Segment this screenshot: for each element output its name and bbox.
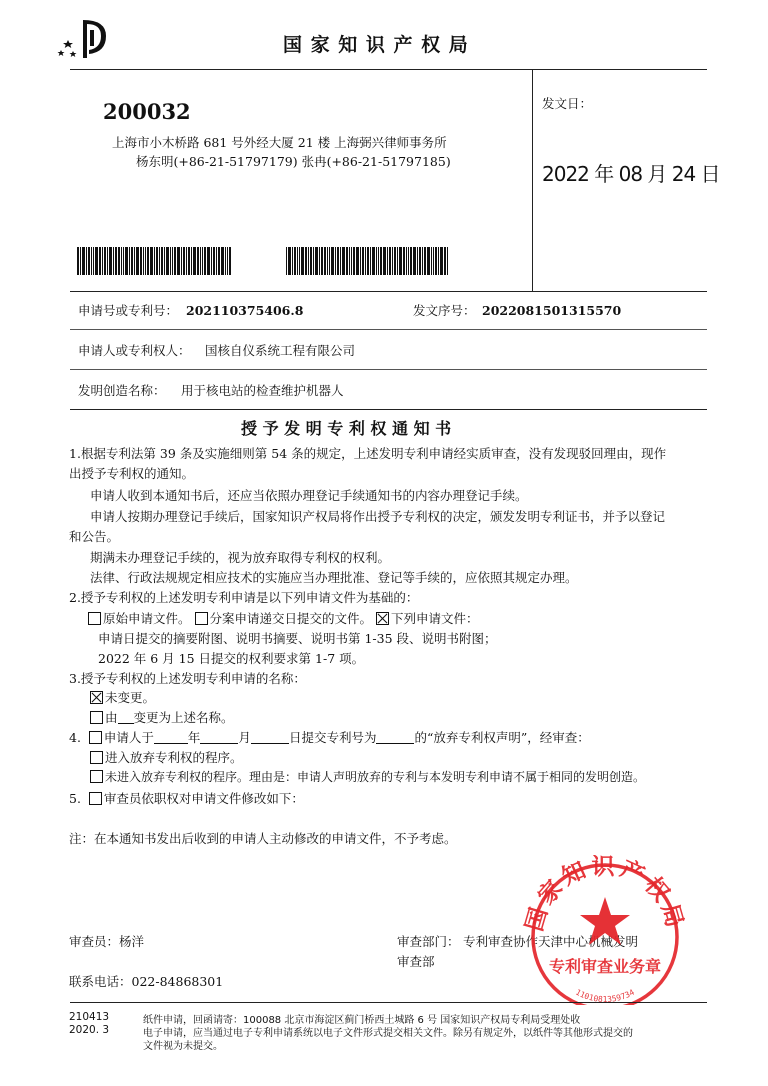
name-changed-checkbox[interactable] — [90, 711, 103, 724]
section-5-number: 5. — [69, 791, 81, 806]
dispatch-date: 2022 年 08 月 24 日 — [542, 162, 720, 186]
patent-no-blank — [376, 731, 414, 744]
office-name: 国 家 知 识 产 权 局 — [283, 34, 469, 56]
section-4-number: 4. — [69, 730, 81, 745]
serial-label: 发文序号： — [413, 303, 476, 318]
footer-rule — [70, 1002, 707, 1003]
day-blank — [251, 731, 289, 744]
divisional-files-checkbox[interactable] — [195, 612, 208, 625]
name-changed-option — [90, 709, 234, 726]
waiver-rejected-label: 未进入放弃专利权的程序。理由是：申请人声明放弃的专利与本发明专利申请不属于相同的发明创造。 — [105, 770, 646, 784]
form-code: 210413 — [69, 1011, 110, 1023]
seal-bottom-text: 专利审查业务章 — [548, 957, 662, 976]
name-changed-label: 变更为上述名称。 — [133, 710, 234, 725]
year-blank — [154, 731, 188, 744]
waiver-rejected-checkbox[interactable] — [90, 770, 103, 783]
para-1a: 1.根据专利法第 39 条及实施细则第 54 条的规定，上述发明专利申请经实质审查，没有发现驳回理由，现作 — [69, 446, 667, 461]
waiver-checkbox[interactable] — [89, 731, 102, 744]
waiver-text-a: 申请人于 — [103, 730, 154, 745]
examiner-amend-checkbox[interactable] — [89, 792, 102, 805]
dept-name-2: 审查部 — [397, 954, 435, 969]
para-3a: 申请人按期办理登记手续后，国家知识产权局将作出授予专利权的决定，颁发发明专利证书，并予以登记 — [90, 509, 666, 524]
section-4-line — [69, 729, 590, 746]
app-no: 202110375406.8 — [186, 303, 304, 318]
para-1b: 出授予专利权的通知。 — [69, 466, 195, 481]
para-3b: 和公告。 — [69, 529, 120, 544]
paper-filing-note: 纸件申请，回函请寄：100088 北京市海淀区蓟门桥西土城路 6 号 国家知识产权局专利局受理处收 — [143, 1015, 581, 1026]
waiver-text-b: 年 — [187, 730, 201, 745]
seal-top-text: 国家知识产权局 — [521, 855, 689, 935]
mailing-address: 上海市小木桥路 681 号外经大厦 21 楼 上海弼兴律师事务所 — [112, 135, 447, 150]
app-no-label: 申请号或专利号： — [78, 303, 179, 318]
old-name-blank — [118, 711, 134, 724]
notice-title: 授 予 发 明 专 利 权 通 知 书 — [241, 419, 452, 438]
barcode-left — [77, 247, 269, 275]
para-4: 期满未办理登记手续的，视为放弃取得专利权的权利。 — [90, 550, 391, 565]
dispatch-date-label: 发文日： — [542, 96, 593, 111]
month-blank — [200, 731, 238, 744]
dept-name: 专利审查协作天津中心机械发明 — [463, 934, 639, 949]
postcode: 200032 — [103, 99, 191, 124]
para-2: 申请人收到本通知书后，还应当依照办理登记手续通知书的内容办理登记手续。 — [90, 488, 528, 503]
contact-persons: 杨东明(+86-21-51797179) 张冉(+86-21-51797185) — [136, 154, 451, 169]
serial-no: 2022081501315570 — [482, 303, 622, 318]
examiner-amend-label: 审查员依职权对申请文件修改如下： — [103, 791, 304, 806]
para-5: 法律、行政法规规定相应技术的实施应当办理批准、登记等手续的，应依照其规定办理。 — [90, 570, 578, 585]
header-rule — [70, 69, 707, 70]
name-changed-from: 由 — [105, 710, 118, 725]
section-2: 2.授予专利权的上述发明专利申请是以下列申请文件为基础的： — [69, 590, 419, 605]
waiver-text-d: 日提交专利号为 — [288, 730, 377, 745]
original-files-label: 原始申请文件。 — [103, 611, 191, 626]
listed-files-checkbox[interactable] — [376, 612, 389, 625]
section-5-line — [69, 790, 304, 807]
name-unchanged-checkbox[interactable] — [90, 691, 103, 704]
waiver-accepted-label: 进入放弃专利权的程序。 — [105, 750, 243, 765]
electronic-filing-note-2: 文件视为未提交。 — [143, 1041, 223, 1052]
waiver-rejected-option — [90, 769, 645, 786]
official-seal — [520, 855, 690, 1005]
invention-title: 用于核电站的检查维护机器人 — [181, 383, 344, 398]
info-rule-1 — [70, 329, 707, 330]
divisional-files-label: 分案申请递交日提交的文件。 — [209, 611, 373, 626]
waiver-accepted-checkbox[interactable] — [90, 751, 103, 764]
name-unchanged-label: 未变更。 — [105, 690, 156, 705]
dept-label: 审查部门： — [397, 934, 460, 949]
waiver-text-c: 月 — [238, 730, 251, 745]
seal-number: 1101081359734 — [574, 987, 636, 1005]
barcode-right — [286, 247, 492, 275]
section-2-line-2: 2022 年 6 月 15 日提交的权利要求第 1-7 项。 — [98, 651, 365, 666]
applicant-label: 申请人或专利权人： — [78, 343, 191, 358]
section-2-line-1: 申请日提交的摘要附图、说明书摘要、说明书第 1-35 段、说明书附图； — [98, 631, 497, 646]
original-files-checkbox[interactable] — [88, 612, 101, 625]
section-3: 3.授予专利权的上述发明专利申请的名称： — [69, 671, 306, 686]
section-2-options — [88, 610, 479, 627]
electronic-filing-note: 电子申请，应当通过电子专利申请系统以电子文件形式提交相关文件。除另有规定外，以纸件等其他形式提交的 — [143, 1028, 633, 1039]
applicant: 国核自仪系统工程有限公司 — [205, 343, 356, 358]
info-top-rule — [70, 291, 707, 292]
waiver-text-e: 的“放弃专利权声明”，经审查： — [414, 730, 590, 745]
header-divider — [532, 70, 533, 292]
waiver-accepted-option — [90, 749, 243, 766]
form-version: 2020. 3 — [69, 1024, 110, 1036]
listed-files-label: 下列申请文件： — [391, 611, 479, 626]
invention-label: 发明创造名称： — [78, 383, 166, 398]
note: 注：在本通知书发出后收到的申请人主动修改的申请文件，不予考虑。 — [69, 831, 457, 846]
info-bottom-rule — [70, 409, 707, 410]
name-unchanged-option — [90, 689, 155, 706]
phone: 联系电话：022-84868301 — [69, 974, 224, 989]
info-rule-2 — [70, 369, 707, 370]
cnipa-logo — [56, 16, 118, 60]
examiner: 审查员：杨洋 — [69, 934, 145, 949]
